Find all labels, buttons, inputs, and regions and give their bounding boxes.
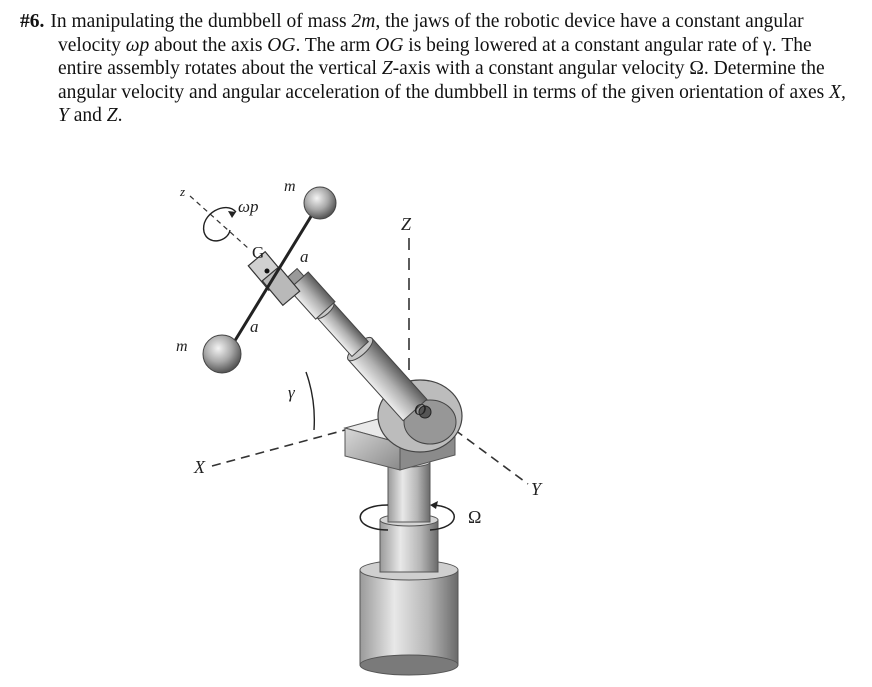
y-axis-line [455, 430, 528, 484]
text-seg: -axis with a constant angular velocity [392, 58, 690, 79]
dumbbell-ball-top [304, 187, 336, 219]
label-y-axis: Y [531, 479, 542, 499]
label-a-top: a [300, 247, 309, 266]
label-omega: Ω [468, 507, 482, 527]
label-omega-p: ωp [238, 197, 259, 216]
x-axis-line [212, 430, 345, 466]
problem-number: #6. [20, 11, 45, 32]
label-g: G [252, 243, 265, 262]
label-gamma: γ [288, 383, 295, 402]
label-o: O [414, 400, 427, 419]
text-seg: , the jaws of the robotic device have a constant angular velocity [58, 11, 804, 56]
text-seg: . The arm [295, 34, 376, 56]
text-seg: ωp [125, 34, 150, 56]
center-g [265, 269, 270, 274]
base-column [360, 457, 458, 675]
omega-arrowhead [430, 501, 438, 509]
text-seg: γ [762, 34, 772, 56]
text-seg: is being lowered at a constant angular rate of [403, 34, 763, 56]
text-seg: Z [106, 105, 118, 126]
omega-p-arrowhead [228, 211, 236, 218]
text-seg: In manipulating the dumbbell of mass [50, 11, 352, 32]
text-seg: . Determine the angular velocity and angular acceleration of the dumbbell in terms of the given orientation of axes [58, 58, 830, 103]
label-x-axis: X [194, 457, 205, 477]
text-seg: . [117, 105, 123, 126]
dumbbell-ball-bottom [203, 335, 241, 373]
arm-og [280, 263, 427, 421]
text-seg: and [68, 105, 107, 126]
text-seg: 2m [351, 11, 376, 32]
gamma-arc [306, 372, 314, 430]
text-seg: Ω [689, 58, 704, 79]
label-z-axis: Z [401, 214, 412, 234]
label-m-top: m [284, 178, 296, 195]
text-seg: about the axis [149, 34, 268, 56]
text-seg: . The entire assembly rotates about the vertical [58, 34, 812, 79]
text-seg: OG [375, 34, 404, 56]
text-seg: X, Y [58, 81, 846, 126]
text-seg: Z [381, 58, 393, 79]
label-m-left: m [176, 338, 188, 355]
label-z-small: z [180, 184, 186, 199]
label-a-bottom: a [250, 317, 259, 336]
text-seg: OG [267, 34, 296, 56]
